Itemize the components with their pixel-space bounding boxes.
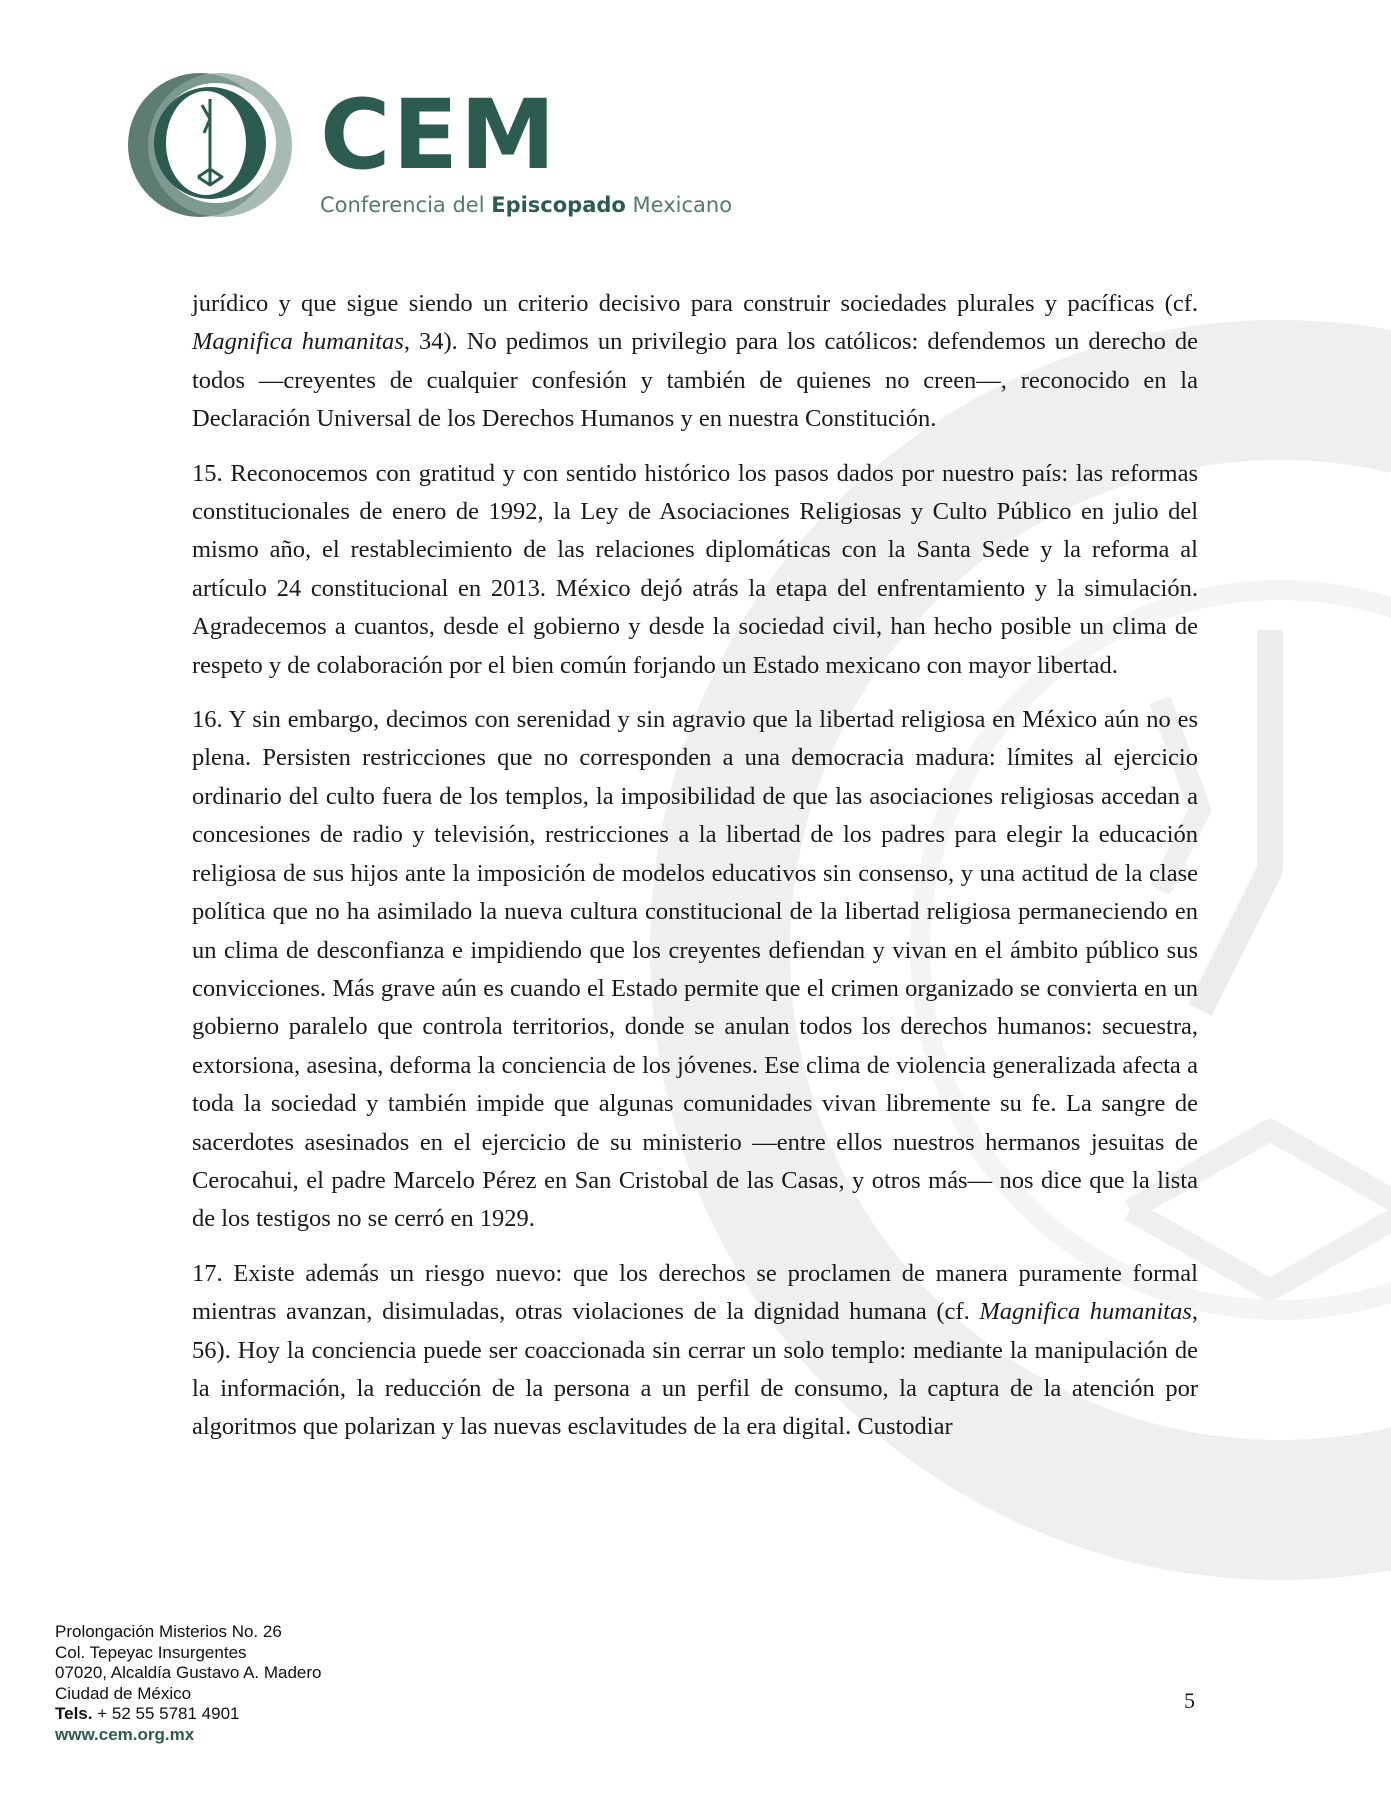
phone-label: Tels. bbox=[55, 1704, 93, 1723]
logo-name-bold: Episcopado bbox=[491, 193, 626, 217]
website-link[interactable]: www.cem.org.mx bbox=[55, 1724, 195, 1744]
paragraph-text: jurídico y que sigue siendo un criterio decisivo para construir sociedades plurales y pacíficas (cf. bbox=[192, 290, 1198, 317]
logo-name-part1: Conferencia del bbox=[320, 193, 492, 217]
page-number: 5 bbox=[1184, 1688, 1195, 1713]
logo-acronym: CEM bbox=[320, 79, 558, 191]
logo-full-name bbox=[320, 193, 732, 217]
footer-address bbox=[55, 1622, 322, 1745]
paragraph-text: , 56). Hoy la conciencia puede ser coaccionada sin cerrar un solo templo: mediante la manipulación de la información, la reducción de la persona a un perfil de consumo, la captura de la atención por algoritmos que polarizan y las nuevas esclavitudes de la era digital. Custodiar bbox=[192, 1298, 1198, 1441]
cem-logo bbox=[120, 55, 760, 235]
logo-name-part2: Mexicano bbox=[625, 193, 733, 217]
citation: Magnifica humanitas bbox=[192, 328, 404, 356]
phone-line bbox=[55, 1704, 322, 1725]
address-line: Ciudad de México bbox=[55, 1683, 192, 1703]
address-line: 07020, Alcaldía Gustavo A. Madero bbox=[55, 1663, 322, 1682]
paragraph-continuation bbox=[192, 285, 1198, 439]
cem-emblem-icon bbox=[120, 55, 300, 235]
address-line: Prolongación Misterios No. 26 bbox=[55, 1622, 282, 1641]
paragraph-17 bbox=[192, 1255, 1198, 1447]
body-text bbox=[192, 285, 1198, 1463]
paragraph-16: 16. Y sin embargo, decimos con serenidad y sin agravio que la libertad religiosa en México aún no es plena. Persisten restricciones que no corresponden a una democracia madura: límites al ejercicio ordinario del culto fuera de los templos, la imposibilidad de que las asociaciones religiosas accedan a concesiones de radio y televisión, restricciones a la libertad de los padres para elegir la educación religiosa de sus hijos ante la imposición de modelos educativos sin consenso, y una actitud de la clase política que no ha asimilado la nueva cultura constitucional de la libertad religiosa permaneciendo en un clima de desconfianza e impidiendo que los creyentes defiendan y vivan en el ámbito público sus convicciones. Más grave aún es cuando el Estado permite que el crimen organizado se convierta en un gobierno paralelo que controla territorios, donde se anulan todos los derechos humanos: secuestra, extorsiona, asesina, deforma la conciencia de los jóvenes. Ese clima de violencia generalizada afecta a toda la sociedad y también impide que algunas comunidades vivan libremente su fe. La sangre de sacerdotes asesinados en el ejercicio de su ministerio —entre ellos nuestros hermanos jesuitas de Cerocahui, el padre Marcelo Pérez en San Cristobal de las Casas, y otros más— nos dice que la lista de los testigos no se cerró en 1929. bbox=[192, 706, 1198, 1233]
logo-text bbox=[320, 79, 733, 217]
address-line: Col. Tepeyac Insurgentes bbox=[55, 1642, 247, 1662]
phone-value: + 52 55 5781 4901 bbox=[92, 1704, 240, 1723]
paragraph-text: 17. Existe además un riesgo nuevo: que los derechos se proclamen de manera puramente formal mientras avanzan, disimuladas, otras violaciones de la dignidad humana (cf. bbox=[192, 1259, 1198, 1326]
paragraph-text: , 34). No pedimos un privilegio para los católicos: defendemos un derecho de todos —creyentes de cualquier confesión y también de quienes no creen—, reconocido en la Declaración Universal de los Derechos Humanos y en nuestra Constitución. bbox=[192, 328, 1198, 433]
citation: Magnifica humanitas bbox=[979, 1298, 1192, 1326]
paragraph-15: 15. Reconocemos con gratitud y con sentido histórico los pasos dados por nuestro país: las reformas constitucionales de enero de 1992, la Ley de Asociaciones Religiosas y Culto Público en julio del mismo año, el restablecimiento de las relaciones diplomáticas con la Santa Sede y la reforma al artículo 24 constitucional en 2013. México dejó atrás la etapa del enfrentamiento y la simulación. Agradecemos a cuantos, desde el gobierno y desde la sociedad civil, han hecho posible un clima de respeto y de colaboración por el bien común forjando un Estado mexicano con mayor libertad. bbox=[192, 459, 1198, 679]
